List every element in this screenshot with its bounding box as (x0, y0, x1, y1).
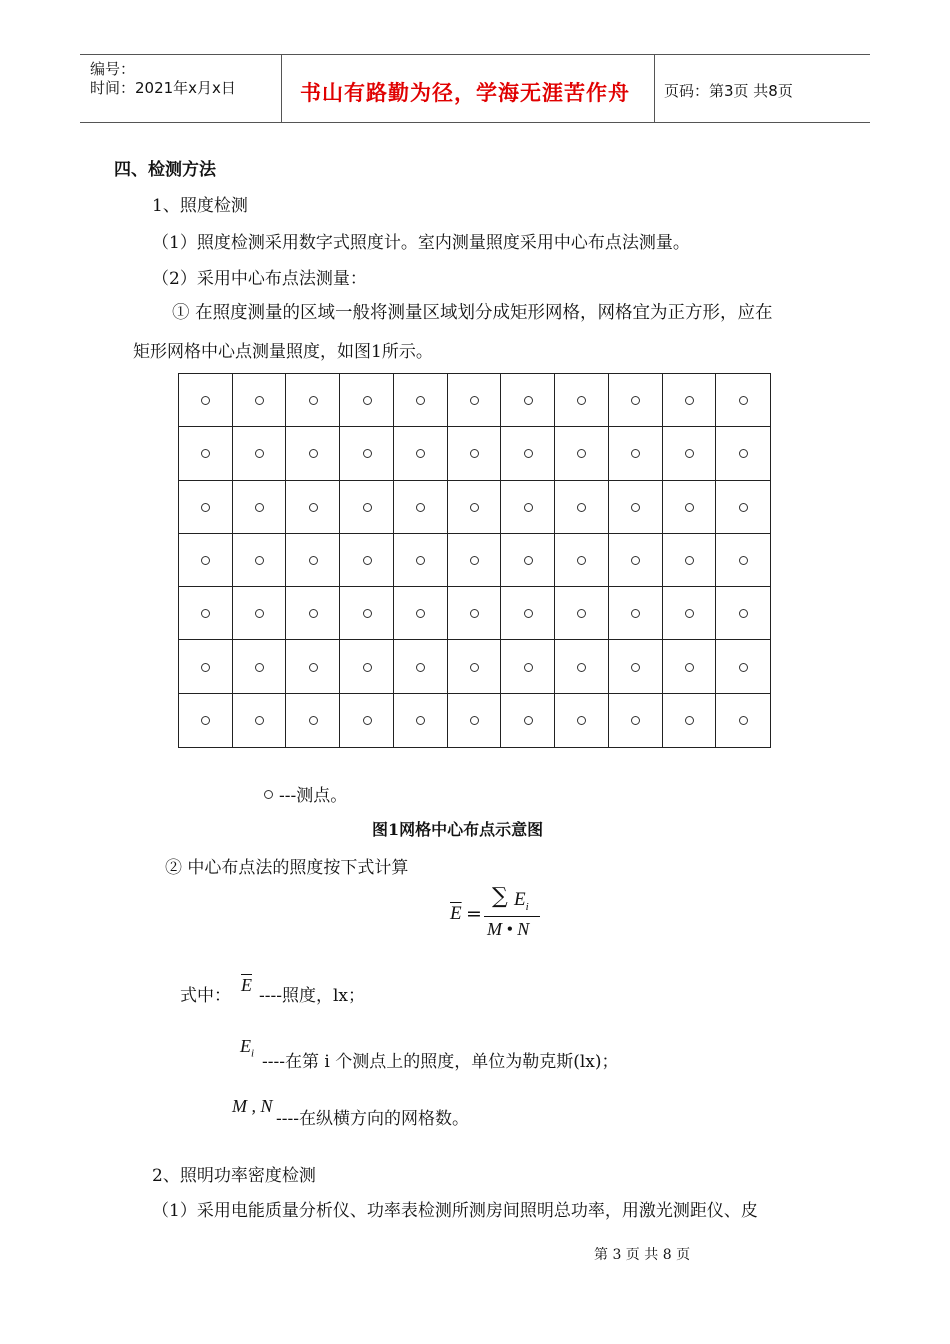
grid-cell (609, 587, 663, 640)
measurement-point-icon (201, 609, 210, 618)
grid-cell (555, 694, 609, 747)
grid-cell (394, 374, 448, 427)
def-e-bar-symbol: $\overline{E}$ (241, 975, 252, 995)
grid-cell (716, 694, 770, 747)
formula-denominator: M • N (487, 919, 530, 939)
section2-paragraph-1: （1）采用电能质量分析仪、功率表检测所测房间照明总功率，用激光测距仪、皮 (152, 1201, 758, 1221)
header-top-border (80, 54, 870, 55)
grid-cell (286, 374, 340, 427)
measurement-point-icon (577, 396, 586, 405)
grid-cell (340, 640, 394, 693)
grid-cell (286, 640, 340, 693)
grid-cell (233, 694, 287, 747)
measurement-point-icon (201, 663, 210, 672)
measurement-point-icon (631, 556, 640, 565)
measurement-point-icon (739, 716, 748, 725)
grid-cell (233, 640, 287, 693)
measurement-grid-figure (178, 373, 771, 748)
measurement-point-icon (309, 449, 318, 458)
grid-cell (609, 640, 663, 693)
measurement-point-icon (739, 663, 748, 672)
grid-cell (663, 587, 717, 640)
measurement-point-icon (631, 396, 640, 405)
formula-lhs: $\overline{E}$ (450, 903, 462, 924)
header-serial-label: 编号： (90, 60, 136, 78)
measurement-point-icon (309, 716, 318, 725)
grid-cell (179, 534, 233, 587)
header-bottom-border (80, 122, 870, 123)
grid-cell (286, 587, 340, 640)
measurement-point-icon (470, 503, 479, 512)
grid-cell (716, 534, 770, 587)
measurement-point-icon (309, 396, 318, 405)
grid-cell (501, 481, 555, 534)
paragraph-2: （2）采用中心布点法测量： (152, 269, 367, 289)
measurement-point-icon (309, 609, 318, 618)
measurement-point-icon (255, 503, 264, 512)
grid-cell (286, 534, 340, 587)
grid-cell (179, 640, 233, 693)
grid-cell (286, 694, 340, 747)
header-time-label: 时间：2021年x月x日 (90, 79, 236, 97)
measurement-point-icon (416, 396, 425, 405)
measurement-point-icon (363, 396, 372, 405)
grid-cell (394, 694, 448, 747)
grid-cell (501, 374, 555, 427)
measurement-point-icon (524, 396, 533, 405)
section-heading: 四、检测方法 (114, 160, 216, 180)
measurement-point-icon (577, 449, 586, 458)
grid-cell (609, 534, 663, 587)
measurement-point-icon (685, 503, 694, 512)
grid-cell (501, 534, 555, 587)
grid-cell (609, 427, 663, 480)
header-divider-2 (654, 54, 655, 123)
measurement-point-icon (255, 449, 264, 458)
grid-cell (501, 587, 555, 640)
paragraph-1: （1）照度检测采用数字式照度计。室内测量照度采用中心布点法测量。 (152, 233, 690, 253)
grid-cell (555, 587, 609, 640)
measurement-point-icon (363, 716, 372, 725)
measurement-point-icon (524, 449, 533, 458)
grid-cell (555, 481, 609, 534)
measurement-point-icon (264, 790, 273, 799)
grid-cell (501, 640, 555, 693)
measurement-point-icon (577, 716, 586, 725)
subsection-illuminance: 1、照度检测 (152, 196, 248, 216)
measurement-point-icon (577, 503, 586, 512)
measurement-point-icon (739, 503, 748, 512)
measurement-point-icon (201, 396, 210, 405)
measurement-point-icon (201, 449, 210, 458)
grid-cell (286, 481, 340, 534)
measurement-point-icon (255, 663, 264, 672)
grid-cell (716, 640, 770, 693)
grid-cell (448, 587, 502, 640)
formula-numerator-sub: i (525, 900, 529, 913)
formula-fraction-line (484, 916, 540, 917)
formula-equals: = (466, 903, 482, 925)
grid-cell (555, 427, 609, 480)
formula-numerator-e: E (514, 889, 526, 910)
measurement-point-icon (470, 556, 479, 565)
measurement-point-icon (470, 609, 479, 618)
def-ei-sub: i (251, 1047, 255, 1060)
subsection-power-density: 2、照明功率密度检测 (152, 1166, 316, 1186)
grid-cell (663, 534, 717, 587)
grid-cell (179, 481, 233, 534)
grid-cell (233, 427, 287, 480)
header-page-info: 页码：第3页 共8页 (664, 82, 793, 100)
measurement-point-icon (416, 449, 425, 458)
paragraph-3-line-2: 矩形网格中心点测量照度，如图1所示。 (133, 342, 433, 362)
measurement-point-icon (255, 396, 264, 405)
measurement-point-icon (363, 609, 372, 618)
measurement-point-icon (524, 663, 533, 672)
header-divider-1 (281, 54, 282, 123)
measurement-point-icon (255, 556, 264, 565)
grid-cell (394, 481, 448, 534)
def-ei-desc: ----在第 i 个测点上的照度，单位为勒克斯(lx)； (262, 1052, 619, 1072)
measurement-point-icon (363, 449, 372, 458)
footer-page-number: 第 3 页 共 8 页 (594, 1247, 691, 1263)
grid-cell (448, 534, 502, 587)
grid-cell (663, 694, 717, 747)
paragraph-3-line-1: ① 在照度测量的区域一般将测量区域划分成矩形网格，网格宜为正方形，应在 (172, 303, 773, 323)
def-ei-symbol (240, 1036, 254, 1060)
grid-cell (286, 427, 340, 480)
measurement-point-icon (470, 663, 479, 672)
header-motto: 书山有路勤为径，学海无涯苦作舟 (300, 81, 630, 105)
grid-cell (179, 587, 233, 640)
grid-cell (179, 694, 233, 747)
grid-cell (448, 427, 502, 480)
measurement-point-icon (416, 716, 425, 725)
measurement-point-icon (739, 609, 748, 618)
grid-cell (555, 534, 609, 587)
grid-cell (609, 374, 663, 427)
grid-cell (609, 694, 663, 747)
grid-cell (394, 640, 448, 693)
measurement-point-icon (309, 663, 318, 672)
grid-cell (555, 640, 609, 693)
measurement-point-icon (363, 556, 372, 565)
grid-cell (448, 640, 502, 693)
measurement-point-icon (416, 503, 425, 512)
grid-cell (555, 374, 609, 427)
grid-cell (448, 694, 502, 747)
measurement-point-icon (255, 716, 264, 725)
grid-cell (233, 534, 287, 587)
def-mn-symbol: M , N (232, 1096, 273, 1116)
def-e-bar-desc: ----照度，lx； (259, 986, 366, 1006)
measurement-point-icon (739, 449, 748, 458)
measurement-point-icon (255, 609, 264, 618)
measurement-point-icon (201, 716, 210, 725)
measurement-point-icon (470, 396, 479, 405)
grid-cell (716, 374, 770, 427)
measurement-point-icon (685, 449, 694, 458)
measurement-point-icon (524, 716, 533, 725)
grid-cell (340, 587, 394, 640)
grid-cell (716, 427, 770, 480)
measurement-point-icon (416, 556, 425, 565)
grid-cell (340, 534, 394, 587)
def-ei-e: E (240, 1036, 251, 1056)
grid-cell (340, 694, 394, 747)
measurement-point-icon (309, 503, 318, 512)
grid-cell (233, 587, 287, 640)
measurement-point-icon (685, 716, 694, 725)
measurement-point-icon (416, 663, 425, 672)
measurement-point-icon (685, 556, 694, 565)
measurement-point-icon (363, 503, 372, 512)
measurement-point-icon (363, 663, 372, 672)
grid-cell (501, 694, 555, 747)
measurement-point-icon (577, 663, 586, 672)
grid-cell (179, 374, 233, 427)
figure-caption: 图1网格中心布点示意图 (372, 820, 544, 839)
measurement-point-icon (577, 556, 586, 565)
measurement-point-icon (739, 556, 748, 565)
grid-cell (663, 374, 717, 427)
formula-sum-symbol: ∑ (492, 884, 508, 909)
measurement-point-icon (631, 449, 640, 458)
measurement-point-icon (685, 609, 694, 618)
measurement-point-icon (685, 396, 694, 405)
measurement-point-icon (685, 663, 694, 672)
measurement-point-icon (631, 609, 640, 618)
grid-cell (716, 587, 770, 640)
grid-legend (264, 781, 347, 806)
grid-cell (340, 427, 394, 480)
measurement-point-icon (631, 503, 640, 512)
measurement-point-icon (309, 556, 318, 565)
measurement-point-icon (470, 449, 479, 458)
grid-cell (663, 481, 717, 534)
grid-cell (233, 481, 287, 534)
measurement-point-icon (631, 663, 640, 672)
grid-cell (448, 481, 502, 534)
grid-cell (663, 640, 717, 693)
grid-cell (609, 481, 663, 534)
definitions-label: 式中： (180, 986, 231, 1006)
grid-cell (179, 427, 233, 480)
grid-cell (340, 481, 394, 534)
measurement-point-icon (470, 716, 479, 725)
measurement-point-icon (739, 396, 748, 405)
measurement-point-icon (201, 503, 210, 512)
grid-legend-text: ---测点。 (279, 786, 348, 806)
grid-cell (394, 587, 448, 640)
measurement-point-icon (631, 716, 640, 725)
measurement-point-icon (524, 609, 533, 618)
grid-cell (233, 374, 287, 427)
grid-cell (394, 534, 448, 587)
grid-cell (340, 374, 394, 427)
grid-cell (663, 427, 717, 480)
formula-intro: ② 中心布点法的照度按下式计算 (165, 858, 409, 878)
measurement-point-icon (577, 609, 586, 618)
grid-cell (501, 427, 555, 480)
grid-cell (394, 427, 448, 480)
measurement-point-icon (416, 609, 425, 618)
measurement-point-icon (524, 503, 533, 512)
grid-cell (716, 481, 770, 534)
grid-cell (448, 374, 502, 427)
formula-numerator-var (514, 889, 529, 913)
def-mn-desc: ----在纵横方向的网格数。 (276, 1109, 469, 1129)
measurement-point-icon (201, 556, 210, 565)
measurement-point-icon (524, 556, 533, 565)
